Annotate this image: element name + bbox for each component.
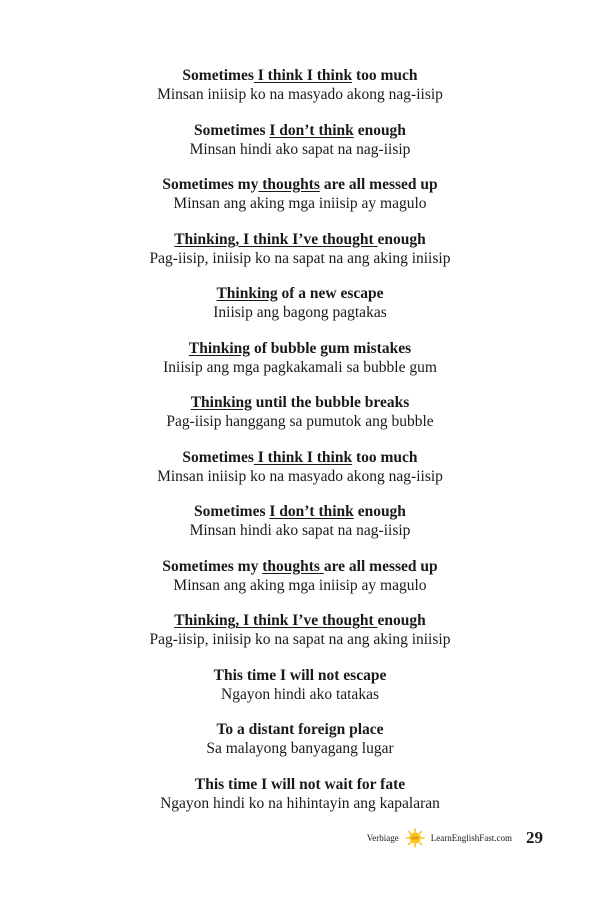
underlined-phrase: Thinking bbox=[188, 339, 251, 357]
lyric-stanza bbox=[0, 230, 600, 285]
tagalog-translation-line: Pag-iisip hanggang sa pumutok ang bubble bbox=[166, 413, 434, 430]
tagalog-translation-line: Pag-iisip, iniisip ko na sapat na ang aking iniisip bbox=[149, 249, 451, 267]
phrase: until the bubble breaks bbox=[251, 394, 410, 411]
lyric-stanza bbox=[0, 121, 600, 176]
underlined-phrase: Thinking bbox=[216, 285, 278, 302]
english-line bbox=[0, 339, 600, 358]
english-line bbox=[0, 121, 600, 140]
tagalog-translation-line: Ngayon hindi ako tatakas bbox=[221, 685, 379, 703]
lyric-stanza bbox=[0, 611, 600, 666]
lyric-stanza bbox=[0, 775, 600, 830]
underlined-phrase: I don’t think bbox=[269, 503, 354, 520]
english-line bbox=[0, 393, 600, 412]
tagalog-translation-line: Pag-iisip, iniisip ko na sapat na ang aking iniisip bbox=[149, 631, 451, 648]
phrase: enough bbox=[377, 230, 426, 248]
english-line bbox=[0, 448, 600, 467]
sun-logo-icon bbox=[405, 828, 425, 848]
phrase: enough bbox=[377, 612, 426, 629]
phrase: are all messed up bbox=[323, 557, 438, 575]
lyric-stanza bbox=[0, 339, 600, 394]
lyric-stanza bbox=[0, 393, 600, 448]
tagalog-translation-line: Minsan hindi ako sapat na nag-iisip bbox=[189, 140, 411, 158]
phrase: Sometimes bbox=[194, 503, 270, 520]
lyric-stanza bbox=[0, 284, 600, 339]
underlined-phrase: Thinking, I think I’ve thought bbox=[174, 230, 378, 248]
phrase: This time I will not wait for fate bbox=[194, 775, 406, 793]
phrase: Sometimes my bbox=[162, 557, 263, 575]
phrase: Sometimes bbox=[182, 67, 254, 84]
tagalog-translation-line: Minsan iniisip ko na masyado akong nag-iisip bbox=[157, 467, 443, 485]
tagalog-translation-line: Minsan iniisip ko na masyado akong nag-iisip bbox=[157, 86, 443, 103]
lyric-stanza bbox=[0, 66, 600, 121]
english-line bbox=[0, 611, 600, 630]
english-line bbox=[0, 66, 600, 85]
tagalog-translation-line: Iniisip ang bagong pagtakas bbox=[213, 304, 387, 321]
lyrics-list bbox=[0, 66, 600, 829]
underlined-phrase: thoughts bbox=[262, 557, 324, 575]
underlined-phrase: I think I think bbox=[253, 67, 353, 84]
underlined-phrase: thoughts bbox=[258, 176, 320, 193]
english-line bbox=[0, 284, 600, 303]
english-line bbox=[0, 775, 600, 794]
lyric-stanza bbox=[0, 502, 600, 557]
english-line bbox=[0, 666, 600, 685]
page-number: 29 bbox=[526, 828, 543, 847]
phrase: of bubble gum mistakes bbox=[250, 339, 412, 357]
lyric-stanza bbox=[0, 720, 600, 775]
english-line bbox=[0, 557, 600, 576]
phrase: of a new escape bbox=[277, 285, 384, 302]
tagalog-translation-line: Sa malayong banyagang lugar bbox=[206, 740, 394, 757]
phrase: too much bbox=[352, 448, 418, 466]
lyric-stanza bbox=[0, 666, 600, 721]
underlined-phrase: Thinking bbox=[190, 394, 252, 411]
phrase: enough bbox=[353, 121, 406, 139]
lyric-stanza bbox=[0, 557, 600, 612]
phrase: too much bbox=[352, 67, 418, 84]
phrase: are all messed up bbox=[319, 176, 438, 193]
underlined-phrase: I don’t think bbox=[269, 121, 354, 139]
underlined-phrase: Thinking, I think I’ve thought bbox=[174, 612, 378, 629]
brand-verbiage: Verbiage bbox=[366, 833, 399, 843]
tagalog-translation-line: Ngayon hindi ko na hihintayin ang kapalaran bbox=[160, 794, 440, 812]
lyric-stanza bbox=[0, 175, 600, 230]
english-line bbox=[0, 175, 600, 194]
english-line bbox=[0, 502, 600, 521]
phrase: Sometimes bbox=[194, 121, 270, 139]
tagalog-translation-line: Iniisip ang mga pagkakamali sa bubble gum bbox=[163, 358, 437, 376]
underlined-phrase: I think I think bbox=[253, 448, 353, 466]
brand-learnenglishfast: LearnEnglishFast.com bbox=[430, 833, 512, 843]
page-footer bbox=[367, 828, 543, 848]
tagalog-translation-line: Minsan hindi ako sapat na nag-iisip bbox=[189, 522, 411, 539]
tagalog-translation-line: Minsan ang aking mga iniisip ay magulo bbox=[173, 576, 427, 594]
english-line bbox=[0, 230, 600, 249]
phrase: This time I will not escape bbox=[213, 666, 387, 684]
phrase: enough bbox=[353, 503, 406, 520]
phrase: Sometimes bbox=[182, 448, 254, 466]
phrase: To a distant foreign place bbox=[216, 721, 384, 738]
phrase: Sometimes my bbox=[162, 176, 259, 193]
tagalog-translation-line: Minsan ang aking mga iniisip ay magulo bbox=[173, 195, 427, 212]
lyric-stanza bbox=[0, 448, 600, 503]
english-line bbox=[0, 720, 600, 739]
